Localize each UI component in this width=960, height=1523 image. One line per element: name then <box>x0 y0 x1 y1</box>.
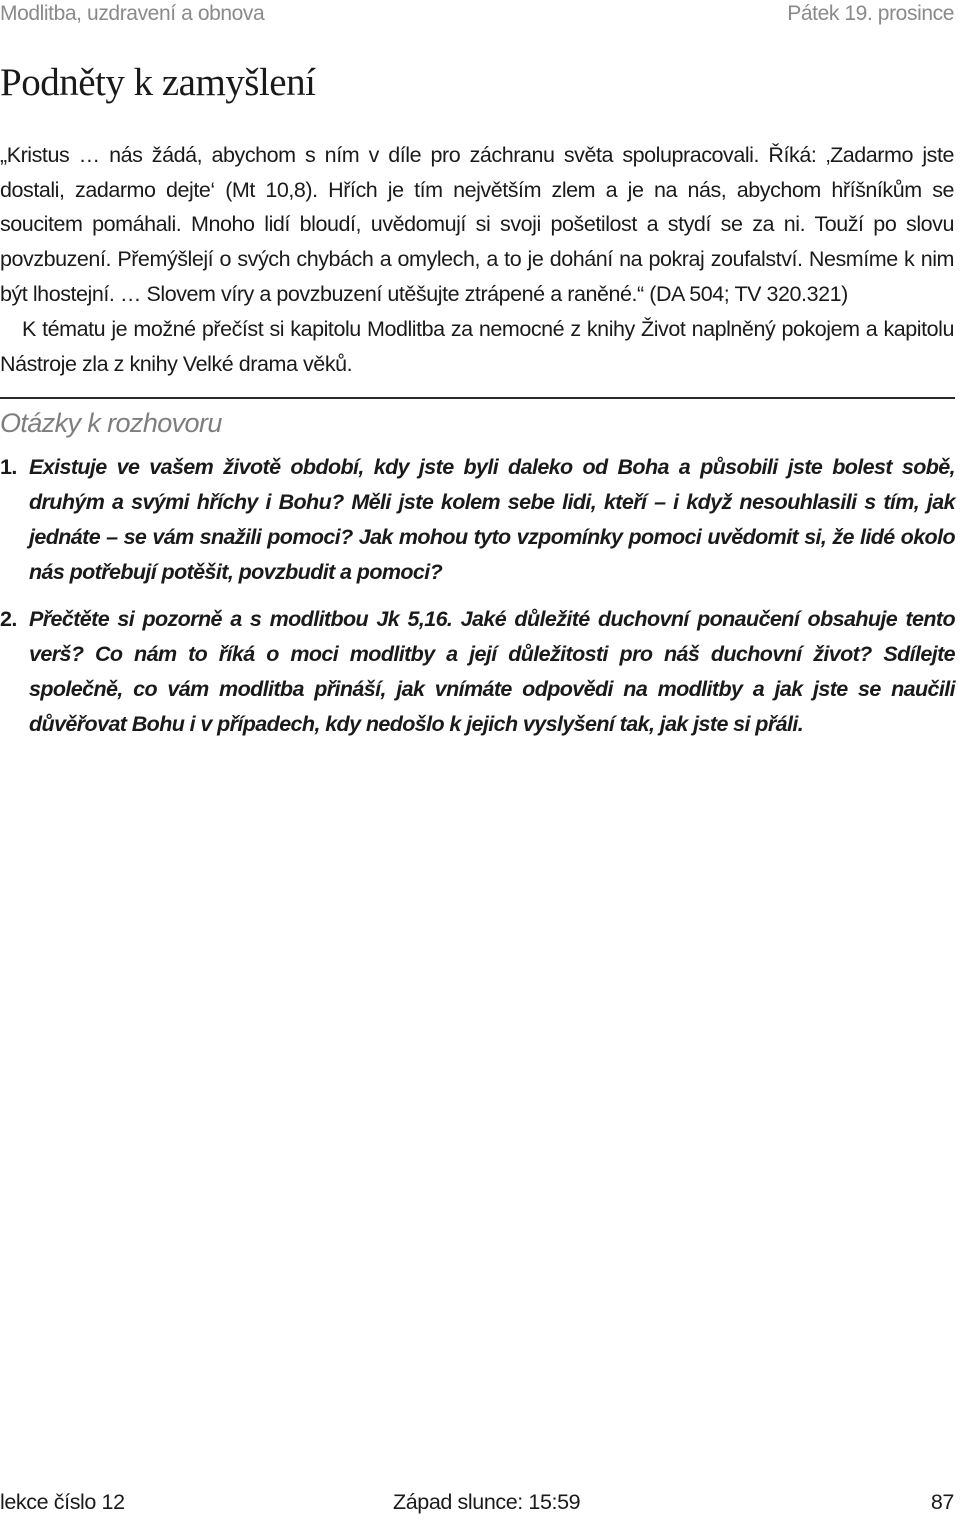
question-number: 1. <box>0 455 17 479</box>
section-divider <box>0 397 955 399</box>
reading-tip-paragraph: K tématu je možné přečíst si kapitolu Modlitba za nemocné z knihy Život naplněný pokojem a kapitolu Nástroje zla z knihy Velké drama věků. <box>0 317 954 376</box>
section-title: Podněty k zamyšlení <box>0 61 316 104</box>
sunset-time: Západ slunce: 15:59 <box>393 1490 581 1514</box>
question-item <box>0 602 955 742</box>
question-list <box>0 450 955 742</box>
day-label: Pátek 19. prosince <box>787 2 954 25</box>
lesson-title: Modlitba, uzdravení a obnova <box>0 2 265 25</box>
question-item <box>0 450 955 590</box>
lesson-number: lekce číslo 12 <box>0 1490 125 1514</box>
page-number: 87 <box>930 1490 954 1514</box>
question-text: Existuje ve vašem životě období, kdy jste byli daleko od Boha a působili jste bolest sobě, druhým a svými hříchy i Bohu? Měli jste kolem sebe lidi, kteří – i když nesouhlasili s tím, jak jednáte – se vám snažili pomoci? Jak mohou tyto vzpomínky pomoci uvědomit si, že lidé okolo nás potřebují potěšit, povzbudit a pomoci? <box>29 455 955 584</box>
questions-heading: Otázky k rozhovoru <box>0 408 222 438</box>
question-text: Přečtěte si pozorně a s modlitbou Jk 5,16. Jaké důležité duchovní ponaučení obsahuje tento verš? Co nám to říká o moci modlitby a její důležitosti pro náš duchovní život? Sdílejte společně, co vám modlitba přináší, jak vnímáte odpovědi na modlitby a jak jste se naučili důvěřovat Bohu i v případech, kdy nedošlo k jejich vyslyšení tak, jak jste si přáli. <box>29 607 955 736</box>
question-number: 2. <box>0 607 17 631</box>
quote-paragraph: „Kristus … nás žádá, abychom s ním v díle pro záchranu světa spolupracovali. Říká: ‚Zadarmo jste dostali, zadarmo dejte‘ (Mt 10,8). Hřích je tím největším zlem a je na nás, abychom hříšníkům se soucitem pomáhali. Mnoho lidí bloudí, uvědomují si svoji pošetilost a stydí se za ni. Touží po slovu povzbuzení. Přemýšlejí o svých chybách a omylech, a to je dohání na pokraj zoufalství. Nesmíme k nim být lhostejní. … Slovem víry a povzbuzení utěšujte ztrápené a raněné.“ (DA 504; TV 320.321) <box>0 143 954 306</box>
running-footer <box>0 1490 954 1515</box>
running-header <box>0 2 954 26</box>
